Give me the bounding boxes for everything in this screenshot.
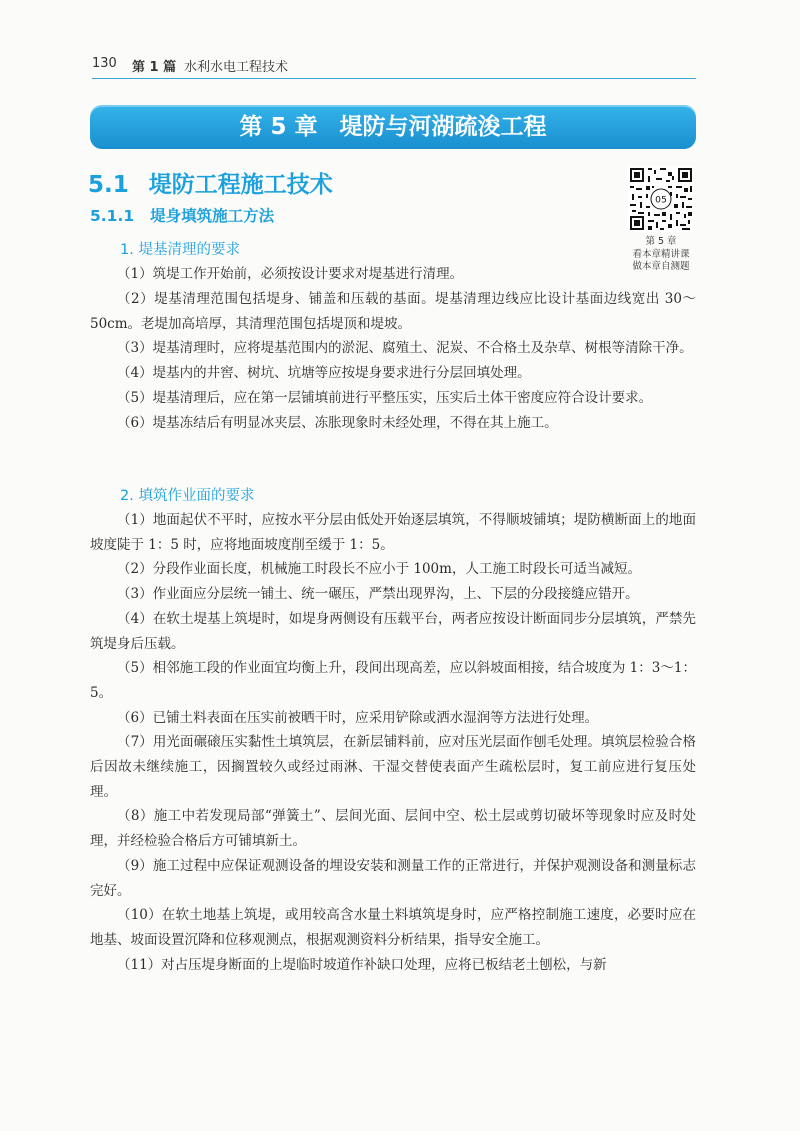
paragraph: （3）堤基清理时，应将堤基范围内的淤泥、腐殖土、泥炭、不合格土及杂草、树根等清除干净。 (117, 340, 693, 357)
paragraph: （1）地面起伏不平时，应按水平分层由低处开始逐层填筑，不得顺坡铺填；堤防横断面上的地面坡度陡于 1：5 时，应将地面坡度削至缓于 1：5。 (90, 512, 696, 553)
chapter-number: 第 5 章 (239, 114, 318, 140)
qr-code[interactable] (628, 166, 694, 232)
header-rule (92, 78, 696, 79)
qr-caption-lecture: 看本章精讲课 (632, 248, 690, 260)
paragraph: （6）堤基冻结后有明显冰夹层、冻胀现象时未经处理，不得在其上施工。 (117, 414, 558, 431)
section-heading (88, 166, 333, 199)
paragraph: （11）对占压堤身断面的上堤临时坡道作补缺口处理，应将已板结老土刨松，与新 (117, 956, 607, 973)
paragraph: （2）堤基清理范围包括堤身、铺盖和压载的基面。堤基清理边线应比设计基面边线宽出 30～50cm。老堤加高培厚，其清理范围包括堤顶和堤坡。 (90, 291, 696, 332)
paragraph: （6）已铺土料表面在压实前被晒干时，应采用铲除或洒水湿润等方法进行处理。 (117, 709, 599, 726)
block-1b (90, 287, 696, 435)
subsection-heading (90, 204, 274, 226)
qr-code-icon (628, 166, 694, 232)
chapter-banner (90, 105, 696, 149)
part-label: 第 1 篇 (132, 60, 177, 75)
page-number: 130 (92, 56, 117, 71)
chapter-title: 堤防与河湖疏浚工程 (339, 114, 547, 140)
qr-caption-quiz: 做本章自测题 (632, 261, 690, 272)
subsection-title: 堤身填筑施工方法 (150, 207, 275, 225)
paragraph: （4）堤基内的井窖、树坑、坑塘等应按堤身要求进行分层回填处理。 (117, 365, 531, 382)
section-number: 5.1 (88, 172, 129, 198)
heading-foundation-clearing: 1. 堤基清理的要求 (120, 242, 240, 258)
block-1 (90, 238, 608, 287)
paragraph: （5）相邻施工段的作业面宜均衡上升，段间出现高差，应以斜坡面相接，结合坡度为 1：3～1：5。 (90, 660, 696, 701)
block-2 (90, 484, 696, 977)
section-title: 堤防工程施工技术 (148, 172, 333, 198)
part-title: 水利水电工程技术 (184, 60, 289, 75)
paragraph: （1）筑堤工作开始前，必须按设计要求对堤基进行清理。 (117, 266, 464, 282)
qr-caption-chapter: 第 5 章 (645, 236, 677, 247)
paragraph: （2）分段作业面长度，机械施工时段长不应小于 100m，人工施工时段长可适当减短。 (117, 561, 641, 578)
qr-caption (612, 236, 710, 274)
heading-work-surface: 2. 填筑作业面的要求 (120, 488, 255, 504)
paragraph: （9）施工过程中应保证观测设备的埋设安装和测量工作的正常进行，并保护观测设备和测量标志完好。 (90, 857, 696, 899)
paragraph: （8）施工中若发现局部“弹簧土”、层间光面、层间中空、松土层或剪切破坏等现象时应及时处理，并经检验合格后方可铺填新土。 (90, 808, 696, 850)
paragraph: （3）作业面应分层统一铺土、统一碾压，严禁出现界沟，上、下层的分段接缝应错开。 (117, 586, 639, 603)
subsection-number: 5.1.1 (90, 207, 135, 225)
running-header (92, 52, 696, 78)
paragraph: （10）在软土地基上筑堤，或用较高含水量土料填筑堤身时，应严格控制施工速度，必要时应在地基、坡面设置沉降和位移观测点，根据观测资料分析结果，指导安全施工。 (90, 907, 696, 948)
paragraph: （7）用光面碾磙压实黏性土填筑层，在新层铺料前，应对压光层面作刨毛处理。填筑层检验合格后因故未继续施工，因搁置较久或经过雨淋、干湿交替使表面产生疏松层时，复工前应进行复压处理。 (90, 734, 696, 800)
paragraph: （5）堤基清理后，应在第一层铺填前进行平整压实，压实后土体干密度应符合设计要求。 (117, 389, 653, 406)
paragraph: （4）在软土堤基上筑堤时，如堤身两侧设有压载平台，两者应按设计断面同步分层填筑，严禁先筑堤身后压载。 (90, 610, 696, 652)
qr-center-label: 05 (655, 194, 667, 206)
